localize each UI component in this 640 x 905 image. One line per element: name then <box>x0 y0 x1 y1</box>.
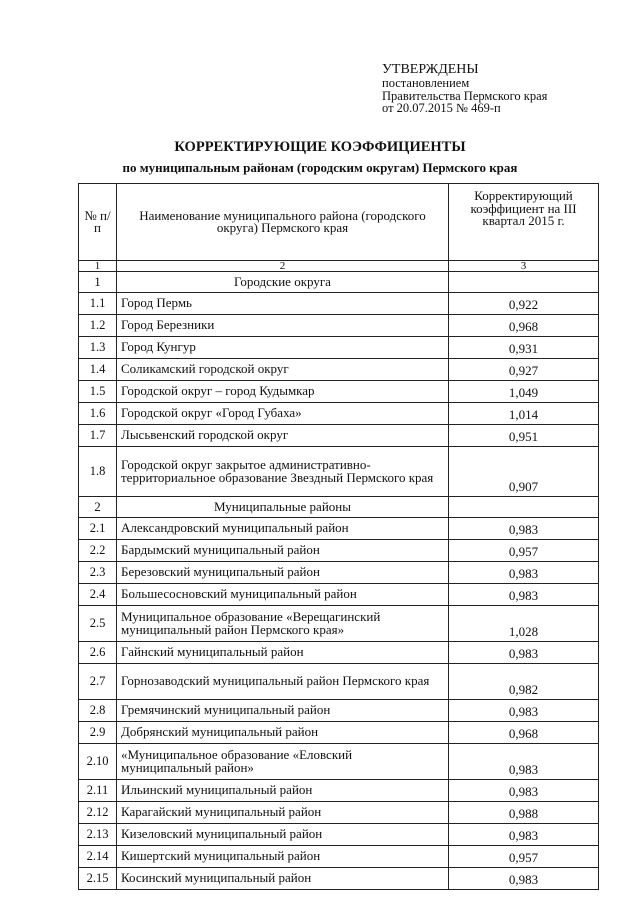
row-num: 2.10 <box>79 744 117 780</box>
table-row <box>79 403 599 425</box>
table-row <box>79 584 599 606</box>
table-row <box>79 802 599 824</box>
row-name: Город Березники <box>117 315 449 337</box>
table-row <box>79 381 599 403</box>
header-name: Наименование муниципального района (городского округа) Пермского края <box>117 184 449 261</box>
group-row <box>79 272 599 293</box>
table-row <box>79 868 599 890</box>
row-name: Городской округ «Город Губаха» <box>117 403 449 425</box>
document-subtitle: по муниципальным районам (городским округам) Пермского края <box>122 160 518 175</box>
approval-line: постановлением <box>382 76 470 90</box>
approval-block <box>382 62 547 115</box>
row-name: Березовский муниципальный район <box>117 562 449 584</box>
table-row <box>79 780 599 802</box>
table-header-row <box>79 184 599 261</box>
row-num: 2.7 <box>79 664 117 700</box>
table-row <box>79 337 599 359</box>
row-value: 0,927 <box>449 359 599 381</box>
row-num: 1.1 <box>79 293 117 315</box>
row-name: Большесосновский муниципальный район <box>117 584 449 606</box>
row-value: 0,983 <box>449 824 599 846</box>
row-name: Городской округ закрытое административно-территориальное образование Звездный Пермского края <box>117 447 449 497</box>
row-name: Соликамский городской округ <box>117 359 449 381</box>
row-value: 0,907 <box>449 447 599 497</box>
row-name: Ильинский муниципальный район <box>117 780 449 802</box>
row-value: 0,983 <box>449 868 599 890</box>
row-value: 1,028 <box>449 606 599 642</box>
row-value: 0,968 <box>449 722 599 744</box>
row-value: 0,983 <box>449 584 599 606</box>
table-row <box>79 722 599 744</box>
row-name: Горнозаводский муниципальный район Пермского края <box>117 664 449 700</box>
row-value: 0,922 <box>449 293 599 315</box>
group-value <box>449 272 599 293</box>
approval-line: от 20.07.2015 № 469-п <box>382 101 501 115</box>
row-value: 0,968 <box>449 315 599 337</box>
group-name: Городские округа <box>117 272 449 293</box>
table-row <box>79 447 599 497</box>
row-num: 1.6 <box>79 403 117 425</box>
header-num: № п/п <box>79 184 117 261</box>
table-row <box>79 540 599 562</box>
table-row <box>79 606 599 642</box>
table-row <box>79 315 599 337</box>
approval-title: УТВЕРЖДЕНЫ <box>382 62 479 77</box>
row-value: 0,983 <box>449 700 599 722</box>
row-name: Александровский муниципальный район <box>117 518 449 540</box>
row-name: Бардымский муниципальный район <box>117 540 449 562</box>
row-value: 0,983 <box>449 642 599 664</box>
row-value: 0,983 <box>449 780 599 802</box>
table-row <box>79 664 599 700</box>
row-num: 2.11 <box>79 780 117 802</box>
column-index: 2 <box>117 261 449 272</box>
row-name: Косинский муниципальный район <box>117 868 449 890</box>
table-body <box>79 272 599 890</box>
row-num: 2.12 <box>79 802 117 824</box>
table-row <box>79 744 599 780</box>
table-row <box>79 425 599 447</box>
row-num: 2.14 <box>79 846 117 868</box>
row-num: 2.6 <box>79 642 117 664</box>
row-num: 1.7 <box>79 425 117 447</box>
group-value <box>449 497 599 518</box>
row-num: 2.1 <box>79 518 117 540</box>
row-num: 2.8 <box>79 700 117 722</box>
row-num: 2.4 <box>79 584 117 606</box>
row-num: 1.5 <box>79 381 117 403</box>
table-row <box>79 846 599 868</box>
column-index: 3 <box>449 261 599 272</box>
row-num: 1.8 <box>79 447 117 497</box>
group-row <box>79 497 599 518</box>
table-row <box>79 359 599 381</box>
row-name: Гремячинский муниципальный район <box>117 700 449 722</box>
row-num: 2.3 <box>79 562 117 584</box>
row-num: 1.3 <box>79 337 117 359</box>
group-num: 1 <box>79 272 117 293</box>
row-name: Кишертский муниципальный район <box>117 846 449 868</box>
row-num: 2.5 <box>79 606 117 642</box>
row-name: Город Кунгур <box>117 337 449 359</box>
coefficients-table <box>78 183 599 890</box>
row-name: Лысьвенский городской округ <box>117 425 449 447</box>
approval-line: Правительства Пермского края <box>382 88 548 103</box>
row-value: 0,951 <box>449 425 599 447</box>
table-row <box>79 700 599 722</box>
row-value: 0,983 <box>449 562 599 584</box>
column-index-row <box>79 261 599 272</box>
row-value: 0,957 <box>449 846 599 868</box>
row-name: Муниципальное образование «Верещагинский муниципальный район Пермского края» <box>117 606 449 642</box>
row-value: 0,983 <box>449 518 599 540</box>
row-name: Гайнский муниципальный район <box>117 642 449 664</box>
document-title: КОРРЕКТИРУЮЩИЕ КОЭФФИЦИЕНТЫ <box>174 139 466 155</box>
row-name: Кизеловский муниципальный район <box>117 824 449 846</box>
row-name: Городской округ – город Кудымкар <box>117 381 449 403</box>
row-value: 0,957 <box>449 540 599 562</box>
group-num: 2 <box>79 497 117 518</box>
row-name: «Муниципальное образование «Еловский муниципальный район» <box>117 744 449 780</box>
row-num: 2.13 <box>79 824 117 846</box>
row-value: 0,988 <box>449 802 599 824</box>
table-row <box>79 642 599 664</box>
row-value: 1,014 <box>449 403 599 425</box>
row-value: 0,982 <box>449 664 599 700</box>
row-name: Карагайский муниципальный район <box>117 802 449 824</box>
row-num: 2.2 <box>79 540 117 562</box>
row-name: Добрянский муниципальный район <box>117 722 449 744</box>
row-num: 2.15 <box>79 868 117 890</box>
table-row <box>79 562 599 584</box>
row-value: 0,983 <box>449 744 599 780</box>
column-index: 1 <box>79 261 117 272</box>
table-row <box>79 293 599 315</box>
table-row <box>79 518 599 540</box>
row-value: 1,049 <box>449 381 599 403</box>
row-value: 0,931 <box>449 337 599 359</box>
row-num: 1.2 <box>79 315 117 337</box>
header-value: Корректирующий коэффициент на III квартал 2015 г. <box>449 184 599 261</box>
row-num: 2.9 <box>79 722 117 744</box>
row-num: 1.4 <box>79 359 117 381</box>
table-row <box>79 824 599 846</box>
row-name: Город Пермь <box>117 293 449 315</box>
group-name: Муниципальные районы <box>117 497 449 518</box>
